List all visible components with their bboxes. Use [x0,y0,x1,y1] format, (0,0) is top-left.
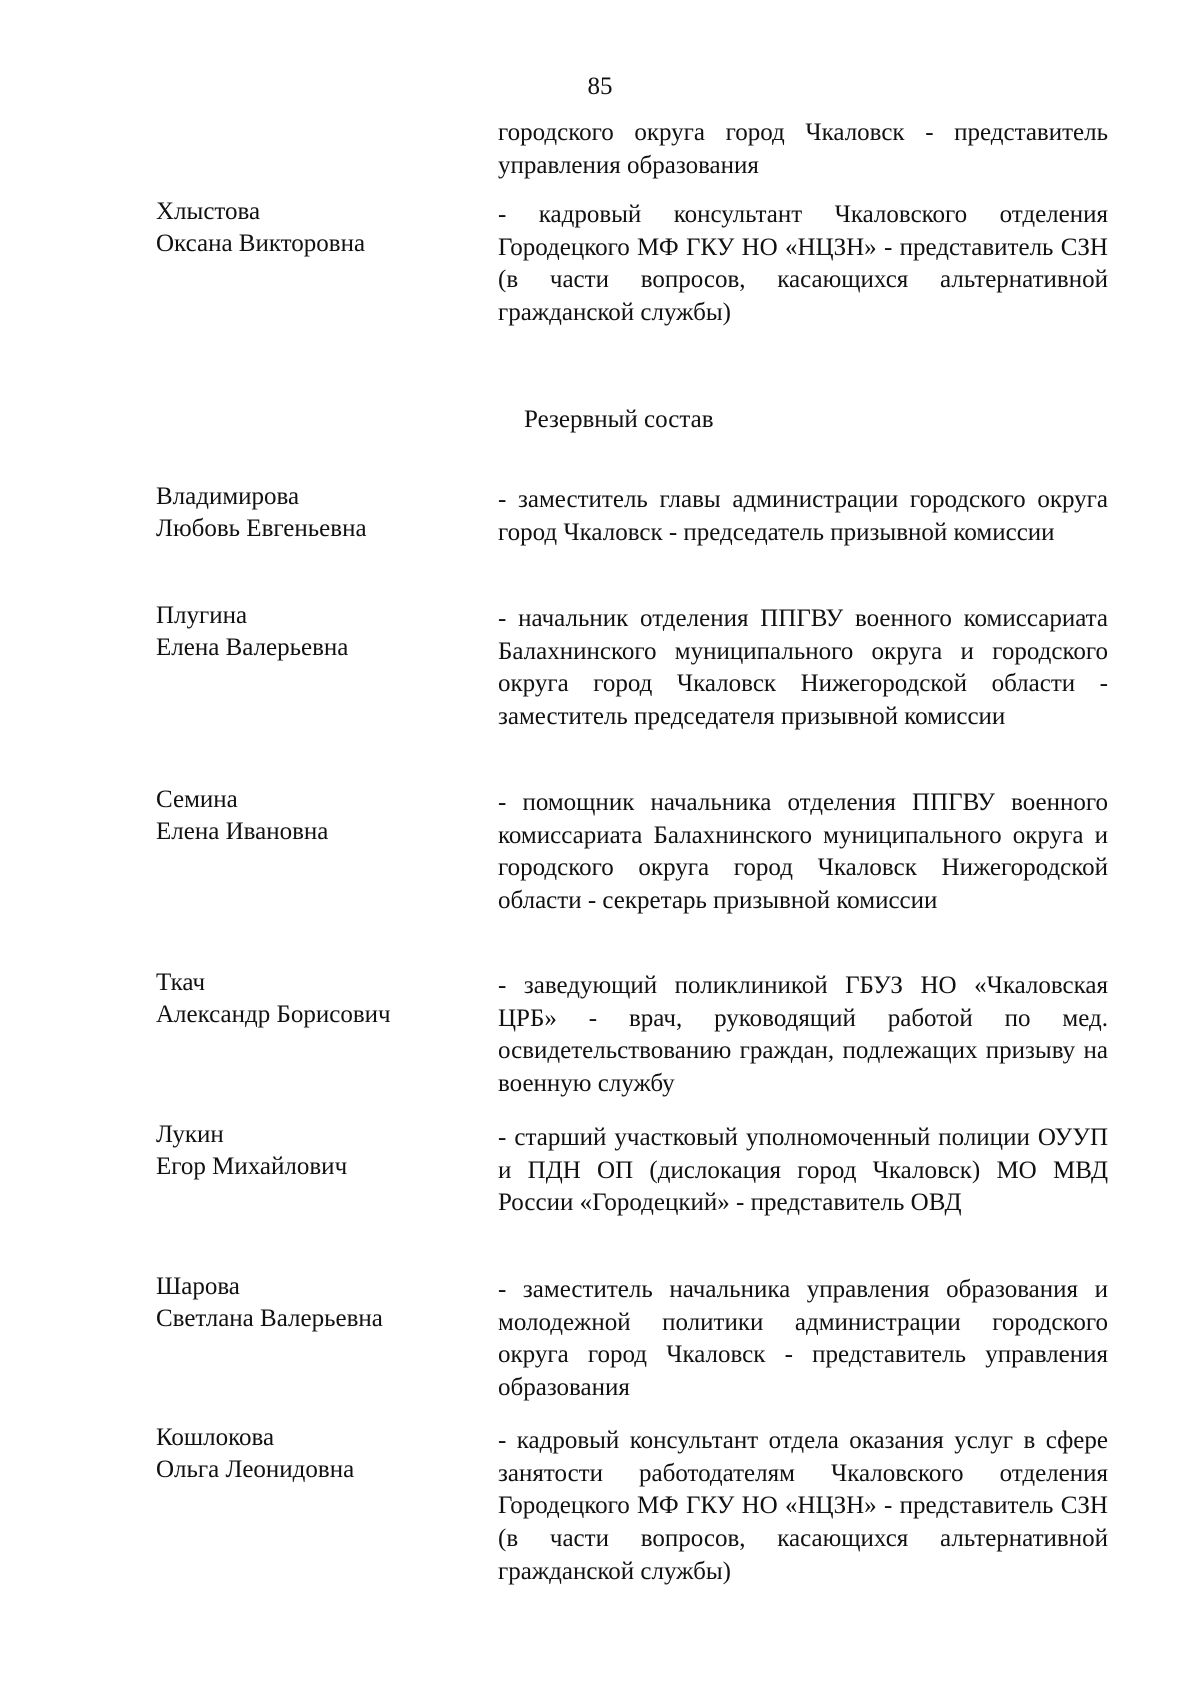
member-name [156,1119,476,1183]
member-surname: Шарова [156,1273,240,1300]
member-given-names: Светлана Валерьевна [156,1305,383,1332]
member-given-names: Ольга Леонидовна [156,1456,355,1483]
member-surname: Кошлокова [156,1424,275,1451]
member-given-names: Любовь Евгеньевна [156,515,367,542]
member-name [156,196,476,260]
member-given-names: Александр Борисович [156,1001,391,1028]
member-role: - заместитель главы администрации городского округа город Чкаловск - председатель призывной комиссии [498,486,1108,546]
member-surname: Ткач [156,969,206,996]
page-number: 85 [587,73,613,100]
member-name [156,1422,476,1486]
member-surname: Семина [156,786,238,813]
member-surname: Хлыстова [156,198,261,225]
member-role: - заместитель начальника управления образования и молодежной политики администрации городского округа город Чкаловск - представитель управления образования [498,1276,1108,1402]
section-heading-reserve: Резервный состав [524,406,714,433]
member-role: - помощник начальника отделения ППГВУ военного комиссариата Балахнинского муниципального округа и городского округа город Чкаловск Нижегородской области - секретарь призывной комиссии [498,789,1108,915]
member-name [156,600,476,664]
member-name [156,481,476,545]
member-name [156,1271,476,1335]
member-surname: Плугина [156,602,248,629]
member-given-names: Елена Ивановна [156,818,329,845]
member-given-names: Елена Валерьевна [156,634,349,661]
member-name [156,967,476,1031]
member-role: - заведующий поликлиникой ГБУЗ НО «Чкаловская ЦРБ» - врач, руководящий работой по мед. освидетельствованию граждан, подлежащих призыву на военную службу [498,972,1108,1098]
member-role: городского округа город Чкаловск - представитель управления образования [498,119,1108,179]
member-given-names: Егор Михайлович [156,1153,348,1180]
member-role: - старший участковый уполномоченный полиции ОУУП и ПДН ОП (дислокация город Чкаловск) МО МВД России «Городецкий» - представитель ОВД [498,1124,1108,1217]
member-role: - кадровый консультант отдела оказания услуг в сфере занятости работодателям Чкаловского отделения Городецкого МФ ГКУ НО «НЦЗН» - представитель СЗН (в части вопросов, касающихся альтернативной гражданской службы) [498,1427,1108,1585]
member-surname: Владимирова [156,483,300,510]
member-role: - кадровый консультант Чкаловского отделения Городецкого МФ ГКУ НО «НЦЗН» - представитель СЗН (в части вопросов, касающихся альтернативной гражданской службы) [498,201,1108,327]
member-surname: Лукин [156,1121,224,1148]
member-given-names: Оксана Викторовна [156,230,366,257]
member-role: - начальник отделения ППГВУ военного комиссариата Балахнинского муниципального округа и городского округа город Чкаловск Нижегородской области - заместитель председателя призывной комиссии [498,605,1108,731]
member-name [156,784,476,848]
